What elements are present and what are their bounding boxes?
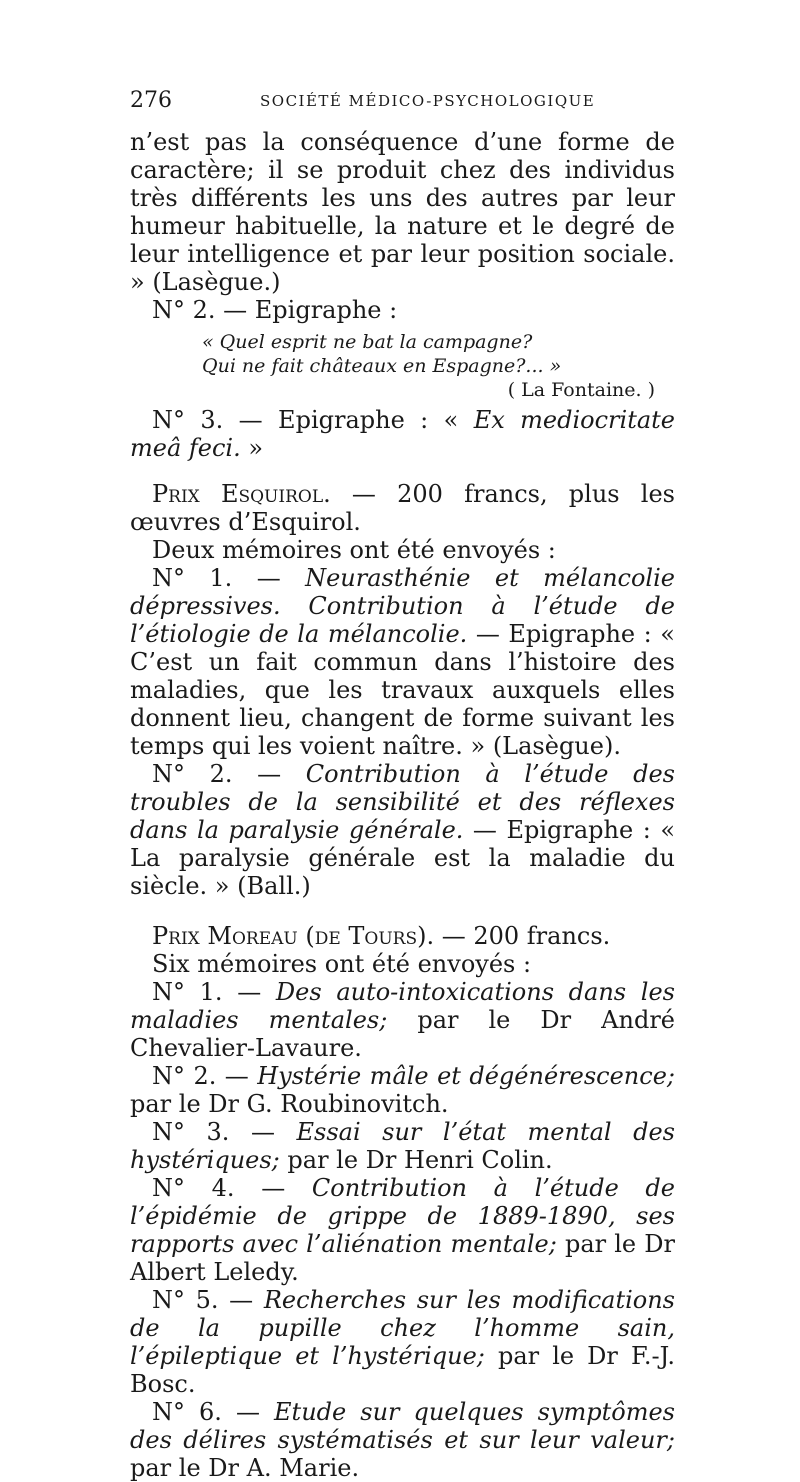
page-header — [130, 88, 690, 118]
entry-number: N° 2. — — [152, 1062, 258, 1090]
quote-line-2: Qui ne fait châteaux en Espagne?... » — [202, 355, 562, 377]
entry-number: N° 5. — — [152, 1286, 264, 1314]
entry-rest: — Epigraphe : « La paralysie générale est la maladie du siècle. » (Ball.) — [130, 816, 675, 900]
entry-rest: — Epigraphe : « C’est un fait commun dans l’histoire des maladies, que les travaux auxquels elles donnent lieu, changent de forme suivant les temps qui les voient naître. » (Lasègue). — [130, 620, 675, 760]
esquirol-intro: Deux mémoires ont été envoyés : — [152, 536, 556, 564]
entry-number: N° 6. — — [152, 1398, 275, 1426]
moreau-entry-5 — [130, 1286, 675, 1398]
entry-no3-motto: Ex mediocritate meâ feci. — [130, 406, 675, 462]
entry-title: Neurasthénie et mélancolie dépressives. Contribution à l’étude de l’étiologie de la mélancolie. — [130, 564, 675, 648]
entry-number: N° 2. — — [152, 760, 306, 788]
entry-title: Contribution à l’étude des troubles de la sensibilité et des réflexes dans la paralysie générale. — [130, 760, 675, 844]
moreau-entry-2 — [130, 1062, 675, 1118]
entry-author: par le Dr A. Marie. — [130, 1454, 360, 1482]
entry-number: N° 3. — — [152, 1118, 297, 1146]
running-title: SOCIÉTÉ MÉDICO-PSYCHOLOGIQUE — [260, 92, 596, 110]
entry-title: Essai sur l’état mental des hystériques; — [130, 1118, 675, 1174]
prize-esquirol — [130, 480, 675, 536]
entry-no3-lead: N° 3. — Epigraphe : « — [152, 406, 474, 434]
entry-author: par le Dr André Chevalier-Lavaure. — [130, 1006, 675, 1062]
entry-author: par le Dr Henri Colin. — [279, 1146, 553, 1174]
entry-number: N° 1. — — [152, 564, 306, 592]
entry-author: par le Dr G. Roubinovitch. — [130, 1090, 449, 1118]
prize-moreau-name: Prix Moreau (de Tours). — [152, 922, 435, 950]
moreau-entry-3 — [130, 1118, 675, 1174]
entry-author: par le Dr F.-J. Bosc. — [130, 1342, 675, 1398]
entry-title: Etude sur quelques symptômes des délires systématisés et sur leur valeur; — [130, 1398, 675, 1454]
entry-no2-epigraph: N° 2. — Epigraphe : — [152, 296, 398, 324]
verse-quote — [130, 330, 675, 402]
entry-title: Hystérie mâle et dégénérescence; — [257, 1062, 675, 1090]
esquirol-entry-1 — [130, 564, 675, 760]
esquirol-entry-2 — [130, 760, 675, 900]
moreau-entry-1 — [130, 978, 675, 1062]
prize-esquirol-amount: — 200 francs, plus les œuvres d’Esquirol. — [130, 480, 675, 536]
quote-source: ( La Fontaine. ) — [507, 379, 655, 401]
moreau-intro: Six mémoires ont été envoyés : — [152, 950, 532, 978]
quote-line-1: « Quel esprit ne bat la campagne? — [202, 331, 533, 353]
entry-title: Recherches sur les modifications de la pupille chez l’homme sain, l’épileptique et l’hystérique; — [130, 1286, 676, 1370]
entry-title: Des auto-intoxications dans les maladies mentales; — [130, 978, 675, 1034]
entry-no3-close: » — [240, 434, 264, 462]
prize-moreau — [130, 922, 675, 950]
entry-number: N° 1. — — [152, 978, 276, 1006]
page-number: 276 — [130, 88, 172, 113]
entry-author: par le Dr Albert Leledy. — [130, 1230, 675, 1286]
entry-no3-epigraph — [130, 406, 675, 462]
moreau-entry-4 — [130, 1174, 675, 1286]
entry-title: Contribution à l’étude de l’épidémie de grippe de 1889-1890, ses rapports avec l’aliénation mentale; — [130, 1174, 676, 1258]
moreau-entry-6 — [130, 1398, 675, 1482]
entry-number: N° 4. — — [152, 1174, 312, 1202]
paragraph-continuation: n’est pas la conséquence d’une forme de caractère; il se produit chez des individus très différents les uns des autres par leur humeur habituelle, la nature et le degré de leur intelligence et par leur position sociale. » (Lasègue.) — [130, 128, 675, 296]
body-text — [130, 128, 675, 1482]
prize-moreau-amount: — 200 francs. — [434, 922, 611, 950]
prize-esquirol-name: Prix Esquirol. — [152, 480, 331, 508]
